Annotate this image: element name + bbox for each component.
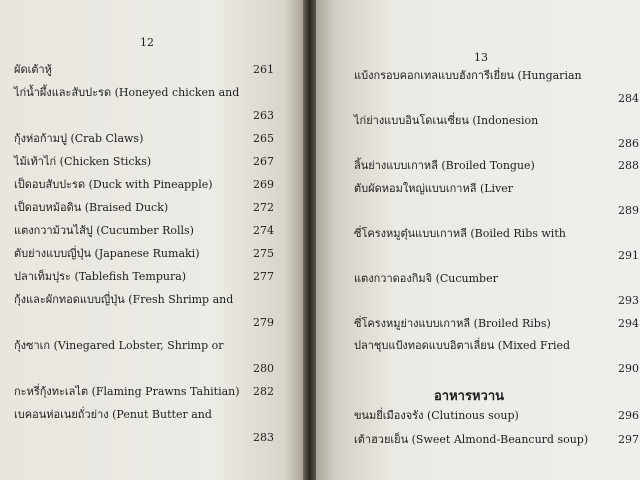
- page-reference: 283: [253, 431, 274, 444]
- left-page-number: 12: [140, 36, 154, 49]
- entry-title: แตงกวาม้วนไส้ปู (Cucumber Rolls): [14, 224, 194, 237]
- page-reference: 263: [253, 109, 274, 122]
- entry-title: เบคอนห่อเนยถั่วย่าง (Penut Butter and: [14, 408, 212, 421]
- page-reference: 261: [253, 63, 274, 76]
- page-reference: 277: [253, 270, 274, 283]
- page-reference: 279: [253, 316, 274, 329]
- entry-title: แบ้งกรอบคอกเทลแบบฮังการีเยี่ยน (Hungarian: [354, 69, 582, 82]
- page-reference: 269: [253, 178, 274, 191]
- entry-title: ลิ้นย่างแบบเกาหลี (Broiled Tongue): [354, 159, 535, 172]
- entry-title: ไก่น้ำผึ้งและสับปะรด (Honeyed chicken and: [14, 86, 240, 99]
- entry-title: ผัดเต้าหู้: [14, 63, 52, 76]
- entry-title: ไม้เท้าไก่ (Chicken Sticks): [14, 155, 152, 168]
- entry-title: กุ้งและผักทอดแบบญี่ปุ่น (Fresh Shrimp and: [14, 293, 234, 306]
- page-reference: 288: [618, 159, 639, 172]
- page-reference: 265: [253, 132, 274, 145]
- page-reference: 297: [618, 433, 639, 446]
- entry-title: แตงกวาดองกิมจิ (Cucumber: [354, 271, 498, 285]
- page-reference: 267: [253, 155, 274, 168]
- page-reference: 284: [618, 91, 639, 105]
- section-heading-desserts: อาหารหวาน: [434, 389, 505, 404]
- entry-title: กะหรี่กุ้งทะเลไต (Flaming Prawns Tahitian): [14, 385, 240, 398]
- left-page: [0, 0, 303, 480]
- page-reference: 275: [253, 247, 274, 260]
- page-reference: 274: [253, 224, 274, 237]
- entry-title: ปลาเท็มปุระ (Tablefish Tempura): [14, 270, 187, 283]
- right-page-number: 13: [474, 51, 488, 64]
- entry-title: ไก่ย่างแบบอินโดเนเซี่ยน (Indonesion: [354, 114, 539, 127]
- entry-title: ปลาชุบแป้งทอดแบบอิตาเลี่ยน (Mixed Fried: [354, 339, 571, 352]
- entry-title: เป็ดอบหม้อดิน (Braised Duck): [14, 201, 169, 214]
- entry-title: กุ้งห่อก้ามปู (Crab Claws): [14, 132, 144, 145]
- page-reference: 294: [618, 316, 639, 330]
- page-reference: 293: [618, 294, 639, 307]
- page-reference: 280: [253, 362, 274, 375]
- book-gutter: [303, 0, 316, 480]
- page-reference: 291: [618, 249, 639, 262]
- entry-title: กุ้งซาเก (Vinegared Lobster, Shrimp or: [14, 339, 224, 352]
- right-page: [316, 0, 640, 480]
- page-reference: 272: [253, 201, 274, 214]
- page-reference: 296: [618, 409, 639, 422]
- entry-title: ซี่โครงหมูย่างแบบเกาหลี (Broiled Ribs): [354, 316, 551, 330]
- entry-title: ตับผัดหอมใหญ่แบบเกาหลี (Liver: [354, 181, 514, 195]
- page-reference: 282: [253, 385, 274, 398]
- page-reference: 289: [618, 204, 639, 217]
- entry-title: ซี่โครงหมูตุ๋นแบบเกาหลี (Boiled Ribs with: [354, 226, 566, 240]
- entry-title: เป็ดอบสับปะรด (Duck with Pineapple): [14, 178, 213, 191]
- page-reference: 286: [618, 136, 639, 150]
- entry-title: เต้าฮวยเย็น (Sweet Almond-Beancurd soup): [354, 433, 589, 446]
- entry-title: ตับย่างแบบญี่ปุ่น (Japanese Rumaki): [14, 247, 200, 260]
- page-reference: 290: [618, 361, 639, 375]
- entry-title: ขนมยี่เมืองจรัง (Clutinous soup): [354, 409, 519, 422]
